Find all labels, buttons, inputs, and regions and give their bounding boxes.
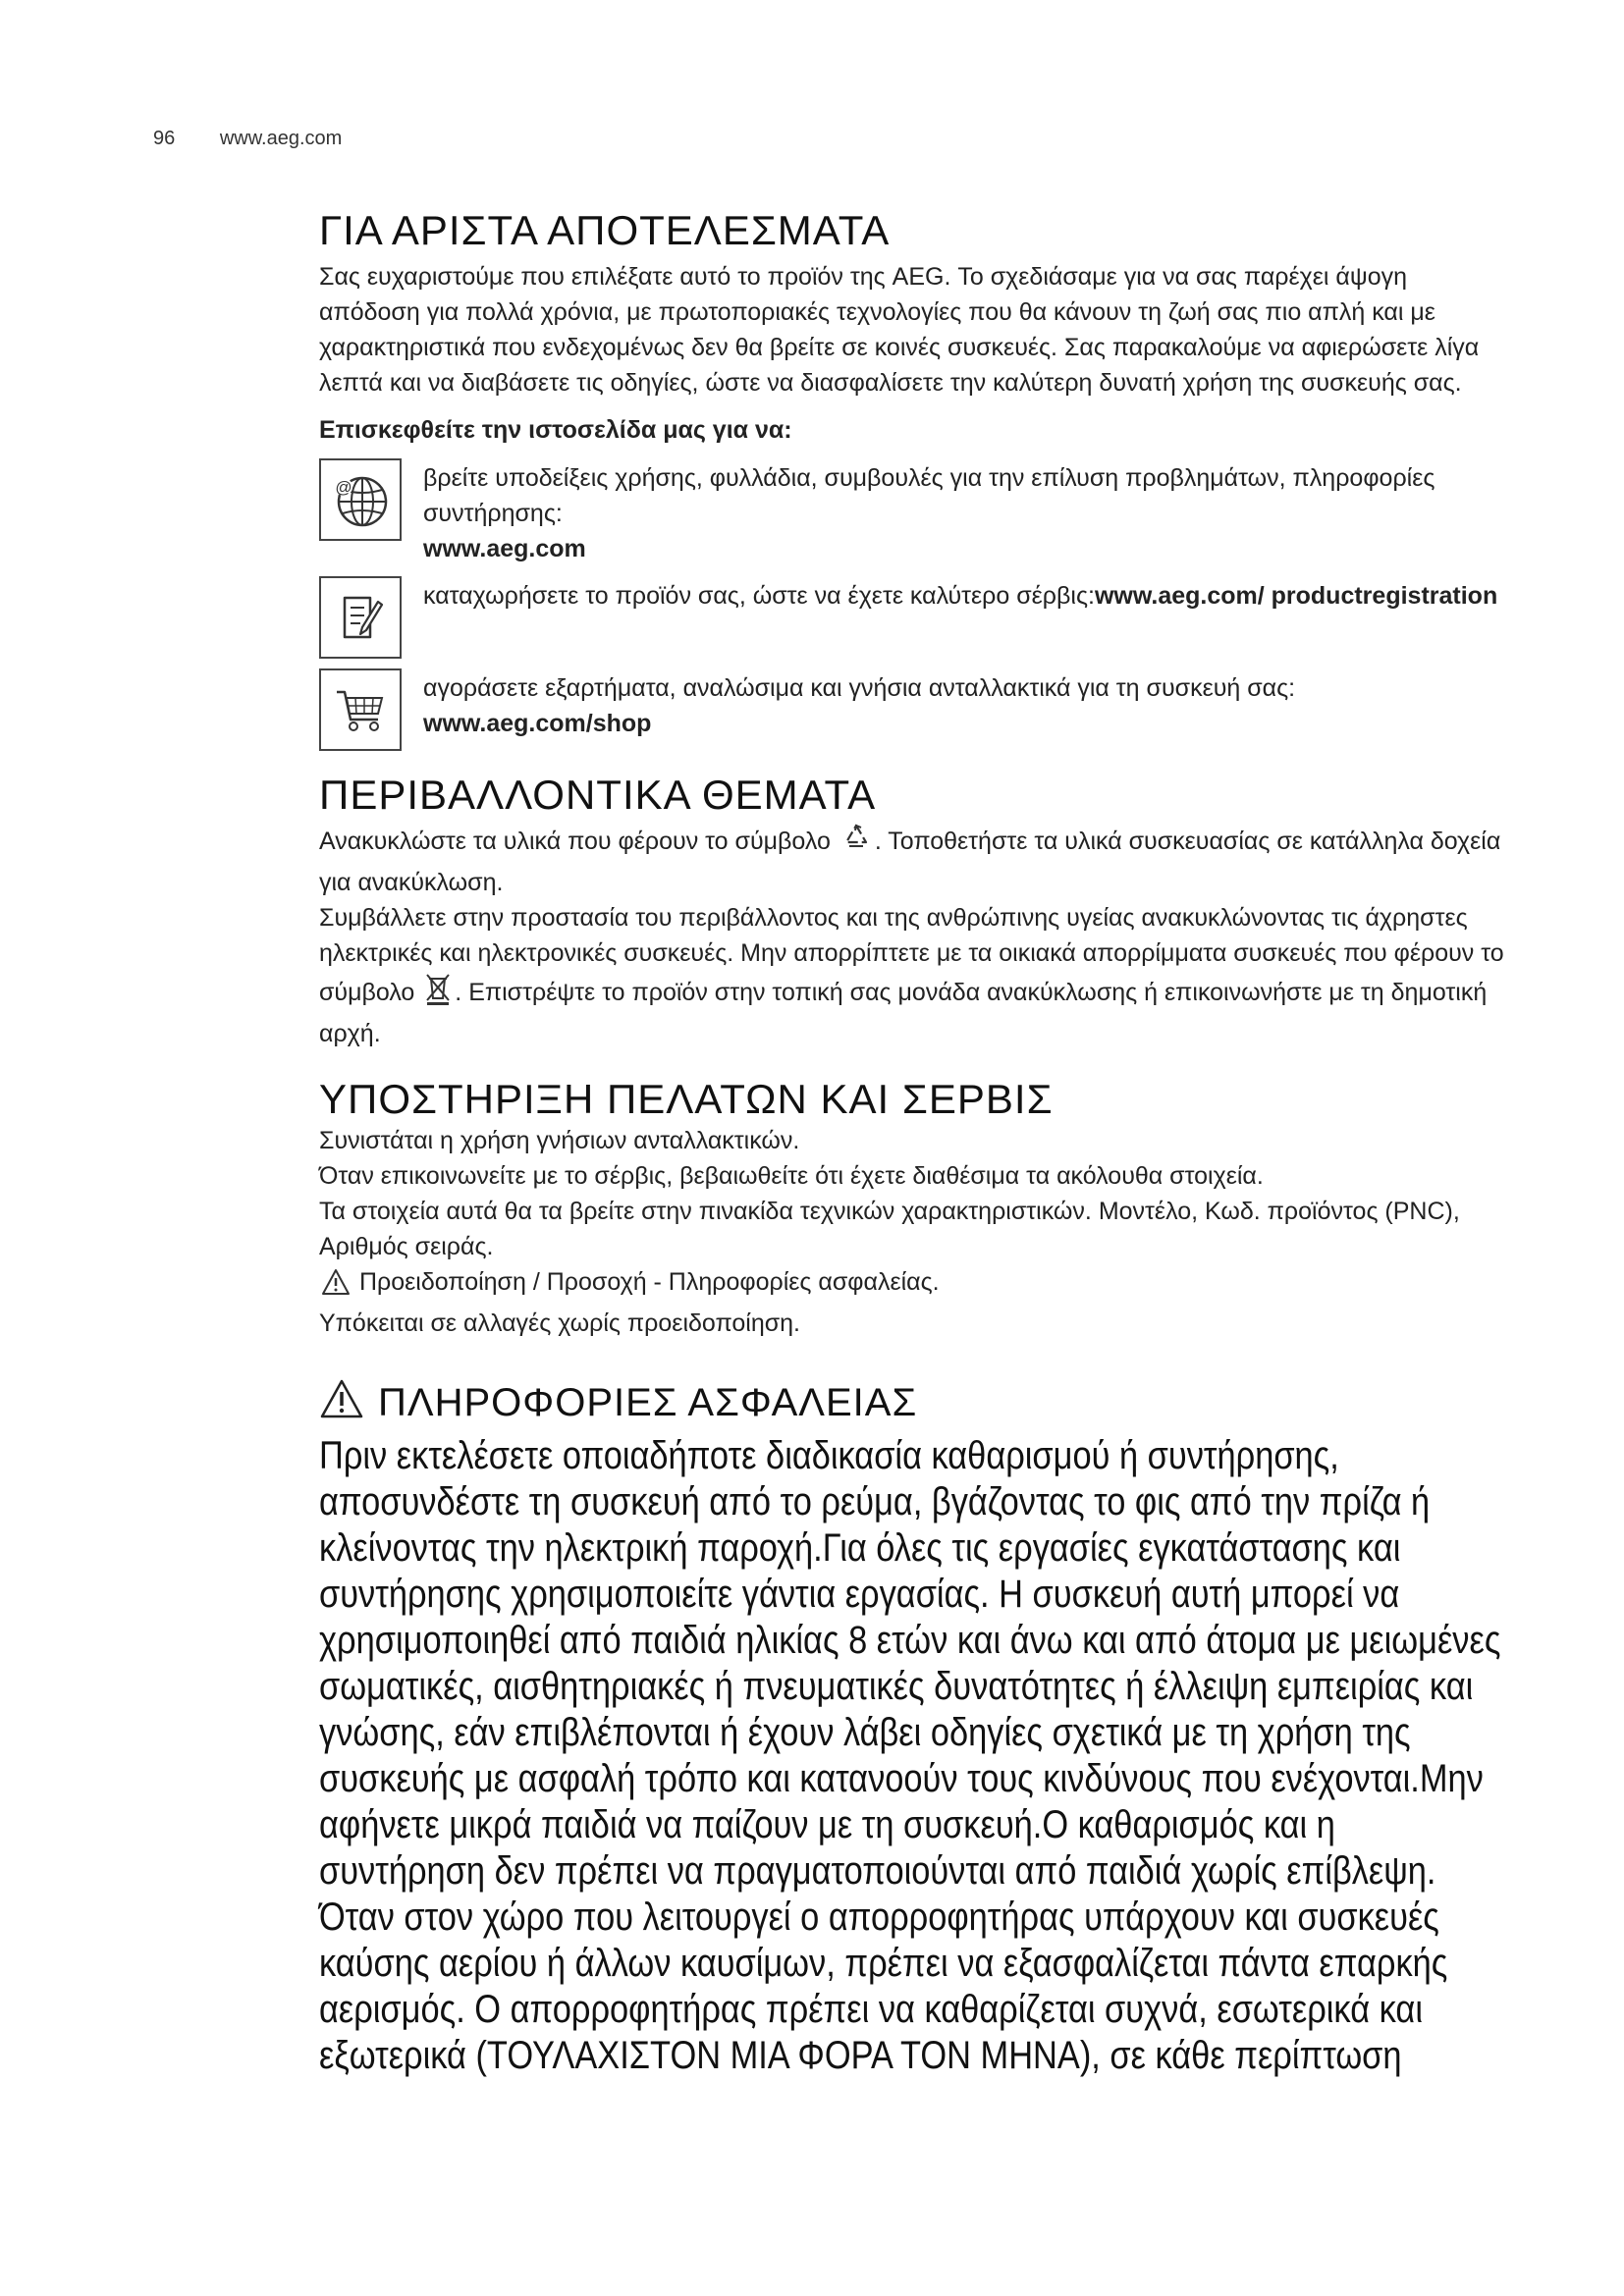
recycle-text-after: . Τοποθετήστε τα υλικά συσκευασίας σε κατάλληλα δοχεία για ανακύκλωση. <box>319 828 1501 897</box>
registration-item-text: καταχωρήσετε το προϊόν σας, ώστε να έχετε καλύτερο σέρβις: <box>423 582 1095 611</box>
best-results-title: ΓΙΑ ΑΡΙΣΤΑ ΑΠΟΤΕΛΕΣΜΑΤΑ <box>319 207 891 253</box>
website-link[interactable]: www.aeg.com <box>423 535 586 563</box>
safety-body: Πριν εκτελέσετε οποιαδήποτε διαδικασία καθαρισμού ή συντήρησης, αποσυνδέστε τη συσκευή από το ρεύμα, βγάζοντας το φις από την πρίζα ή κλείνοντας την ηλεκτρική παροχή.Για όλες τις εργασίες εγκατάστασης και συντήρησης χρησιμοποιείτε γάντια εργασίας. Η συσκευή αυτή μπορεί να χρησιμοποιηθεί από παιδιά ηλικίας 8 ετών και άνω και από άτομα με μειωμένες σωματικές, αισθητηριακές ή πνευματικές δυνατότητες ή έλλειψη εμπειρίας και γνώσης, εάν επιβλέπονται ή έχουν λάβει οδηγίες σχετικά με τη χρήση της συσκευής με ασφαλή τρόπο και κατανοούν τους κινδύνους που ενέχονται.Μην αφήνετε μικρά παιδιά να παίζουν με τη συσκευή.Ο καθαρισμός και η συντήρηση δεν πρέπει να πραγματοποιούνται από παιδιά χωρίς επίβλεψη. Όταν στον χώρο που λειτουργεί ο απορροφητήρας υπάρχουν και συσκευές καύσης αερίου ή άλλων καυσίμων, πρέπει να εξασφαλίζεται πάντα επαρκής αερισμός. Ο απορροφητήρας πρέπει να καθαρίζεται συχνά, εσωτερικά και εξωτερικά (ΤΟΥΛΑΧΙΣΤΟΝ ΜΙΑ ΦΟΡΑ ΤΟΝ ΜΗΝΑ), σε κάθε περίπτωση <box>319 1433 1501 2077</box>
support-warning-line <box>319 1264 1512 1306</box>
svg-text:@: @ <box>335 478 352 498</box>
best-results-section <box>319 208 1512 751</box>
website-item-shop <box>319 668 1512 751</box>
recycle-icon <box>839 822 873 865</box>
environment-title: ΠΕΡΙΒΑΛΛΟΝΤΙΚΑ ΘΕΜΑΤΑ <box>319 772 877 819</box>
best-results-intro: Σας ευχαριστούμε που επιλέξατε αυτό το προϊόν της AEG. Το σχεδιάσαμε για να σας παρέχει άψογη απόδοση για πολλά χρόνια, με πρωτοποριακές τεχνολογίες που θα κάνουν τη ζωή σας πιο απλή και με χαρακτηριστικά που ενδεχομένως δεν θα βρείτε σε κοινές συσκευές. Σας παρακαλούμε να αφιερώσετε λίγα λεπτά και να διαβάσετε τις οδηγίες, ώστε να διασφαλίσετε την καλύτερη δυνατή χρήση της συσκευής σας. <box>319 263 1480 398</box>
support-title: ΥΠΟΣΤΗΡΙΞΗ ΠΕΛΑΤΩΝ ΚΑΙ ΣΕΡΒΙΣ <box>319 1076 1054 1123</box>
crossed-bin-icon <box>423 971 453 1016</box>
recycle-paragraph <box>319 822 1512 900</box>
safety-warning-icon <box>319 1378 364 1429</box>
support-line-1: Συνιστάται η χρήση γνήσιων ανταλλακτικών. <box>319 1126 800 1154</box>
weee-text-after: . Επιστρέψτε το προϊόν στην τοπική σας μονάδα ανακύκλωσης ή επικοινωνήστε με τη δημοτική αρχή. <box>319 979 1488 1048</box>
environment-section <box>319 773 1512 1051</box>
shopping-cart-icon <box>319 668 402 751</box>
weee-text-before: Συμβάλλετε στην προστασία του περιβάλλοντος και της ανθρώπινης υγείας ανακυκλώνοντας τις άχρηστες ηλεκτρικές και ηλεκτρονικές συσκευές. Μην απορρίπτετε με τα οικιακά απορρίμματα συσκευές που φέρουν το σύμβολο <box>319 904 1504 1007</box>
warning-icon <box>321 1268 351 1306</box>
safety-section <box>319 1378 1512 2079</box>
website-item-info-text: βρείτε υποδείξεις χρήσης, φυλλάδια, συμβουλές για την επίλυση προβλημάτων, πληροφορίες συντήρησης: <box>423 464 1435 528</box>
weee-paragraph <box>319 900 1512 1051</box>
website-item-info <box>319 458 1512 566</box>
support-line-3: Τα στοιχεία αυτά θα τα βρείτε στην πινακίδα τεχνικών χαρακτηριστικών. Μοντέλο, Κωδ. προϊόντος (PNC), Αριθμός σειράς. <box>319 1197 1460 1260</box>
website-item-registration <box>319 576 1512 659</box>
recycle-text-before: Ανακυκλώστε τα υλικά που φέρουν το σύμβολο <box>319 828 831 856</box>
page-header <box>153 128 342 150</box>
header-website[interactable]: www.aeg.com <box>219 128 343 149</box>
support-section <box>319 1077 1512 1340</box>
registration-icon <box>319 576 402 659</box>
safety-title-row <box>319 1378 1512 1429</box>
visit-heading: Επισκεφθείτε την ιστοσελίδα μας για να: <box>319 416 792 445</box>
page-content <box>319 208 1512 2079</box>
registration-link[interactable]: www.aeg.com/ productregistration <box>1094 582 1498 611</box>
shop-item-text: αγοράσετε εξαρτήματα, αναλώσιμα και γνήσια ανταλλακτικά για τη συσκευή σας: <box>423 674 1296 703</box>
safety-title: ΠΛΗΡΟΦΟΡΙΕΣ ΑΣΦΑΛΕΙΑΣ <box>378 1381 918 1425</box>
shop-link[interactable]: www.aeg.com/shop <box>423 710 652 738</box>
support-line-2: Όταν επικοινωνείτε με το σέρβις, βεβαιωθείτε ότι έχετε διαθέσιμα τα ακόλουθα στοιχεία. <box>319 1161 1264 1190</box>
warning-text: Προειδοποίηση / Προσοχή - Πληροφορίες ασφαλείας. <box>358 1267 940 1296</box>
globe-icon <box>319 458 402 541</box>
page-number: 96 <box>153 128 176 149</box>
support-line-5: Υπόκειται σε αλλαγές χωρίς προειδοποίηση. <box>319 1308 801 1337</box>
